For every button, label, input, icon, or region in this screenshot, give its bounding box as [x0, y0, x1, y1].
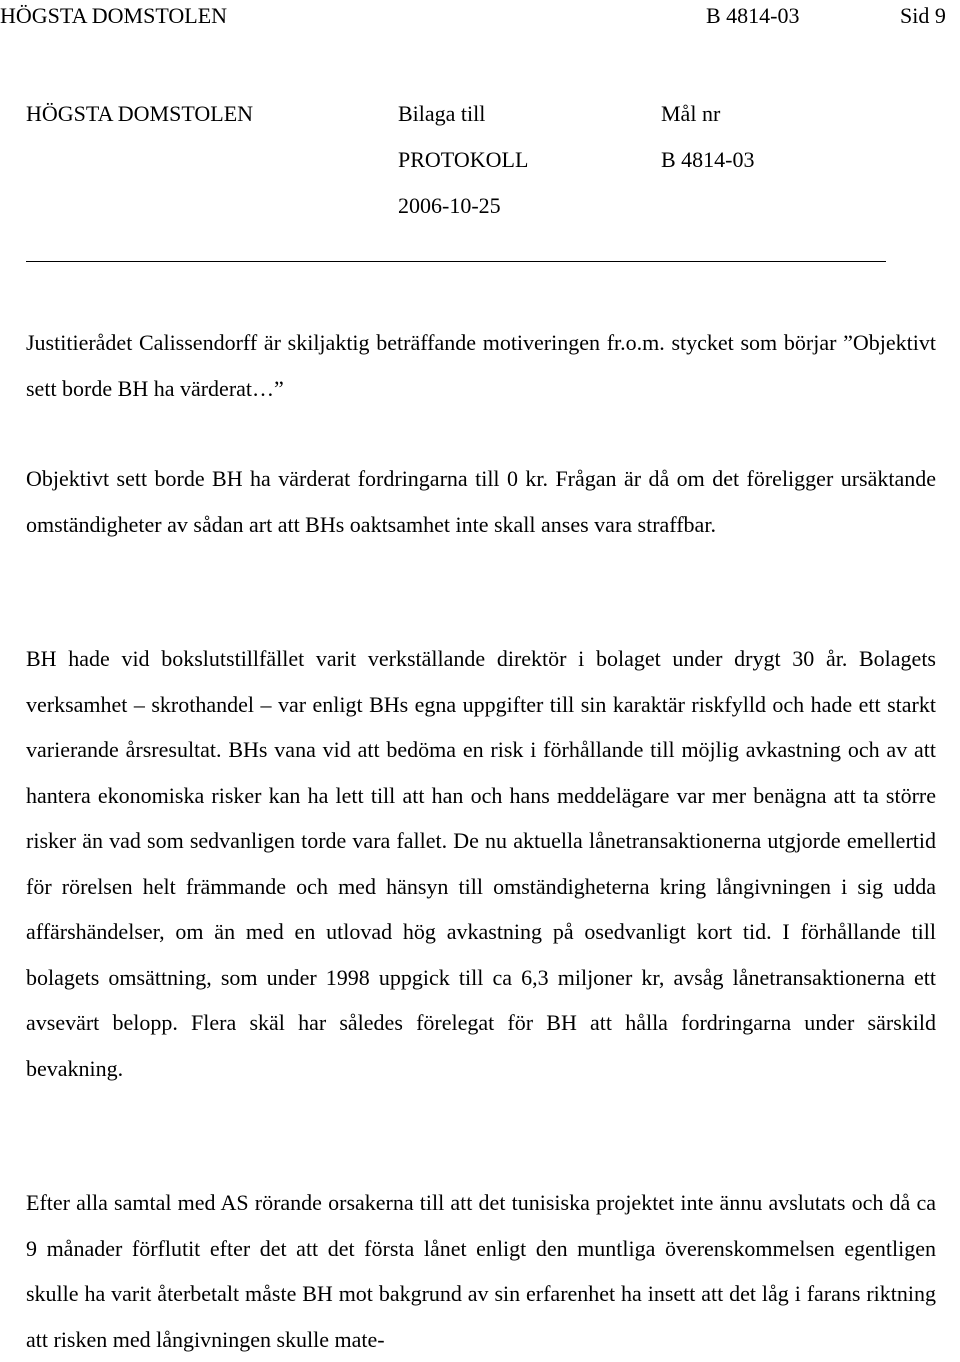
- page-header-court: HÖGSTA DOMSTOLEN: [0, 3, 228, 28]
- case-number-label: Mål nr: [661, 101, 721, 126]
- page-header-case-number: B 4814-03: [706, 3, 800, 28]
- attachment-label: Bilaga till: [398, 101, 486, 126]
- document-header-court: HÖGSTA DOMSTOLEN: [26, 101, 254, 126]
- paragraph-company-risk: BH hade vid bokslutstillfället varit verkställande direktör i bolaget under drygt 30 år. Bolagets verksamhet – skrothandel – var enligt BHs egna uppgifter till sin karaktär riskfylld och hade ett starkt varierande årsresultat. BHs vana vid att bedöma en risk i förhållande till möjlig avkastning och av att hantera ekonomiska risker kan ha lett till att han och hans meddelägare var mer benägna att ta större risker än vad som sedvanligen torde vara fallet. De nu aktuella lånetransaktionerna utgjorde emellertid för rörelsen helt främmande och med hänsyn till omständigheterna kring långivningen i sig udda affärshändelser, om än med en utlovad hög avkastning på osedvanligt kort tid. I förhållande till bolagets omsättning, som under 1998 uppgick till ca 6,3 miljoner kr, avsåg lånetransaktionerna ett avsevärt belopp. Flera skäl har således förelegat för BH att hålla fordringarna under särskild bevakning.: [26, 646, 936, 1081]
- case-number: B 4814-03: [661, 147, 755, 172]
- paragraph-dissent-intro: Justitierådet Calissendorff är skiljaktig beträffande motiveringen fr.o.m. stycket som börjar ”Objektivt sett borde BH ha värderat…”: [26, 330, 936, 401]
- page-number: Sid 9: [900, 3, 946, 28]
- protocol-date: 2006-10-25: [398, 193, 501, 218]
- paragraph-objective-valuation: Objektivt sett borde BH ha värderat fordringarna till 0 kr. Frågan är då om det föreligger ursäktande omständigheter av sådan art att BHs oaktsamhet inte skall anses vara straffbar.: [26, 466, 936, 537]
- protocol-label: PROTOKOLL: [398, 147, 529, 172]
- header-divider: [26, 261, 886, 262]
- paragraph-loan-repayment: Efter alla samtal med AS rörande orsakerna till att det tunisiska projektet inte ännu avslutats och då ca 9 månader förflutit efter det att det första lånet enligt den muntliga överenskommelsen egentligen skulle ha varit återbetalt måste BH mot bakgrund av sin erfarenhet ha insett att det låg i farans riktning att risken med långivningen skulle mate-: [26, 1190, 936, 1352]
